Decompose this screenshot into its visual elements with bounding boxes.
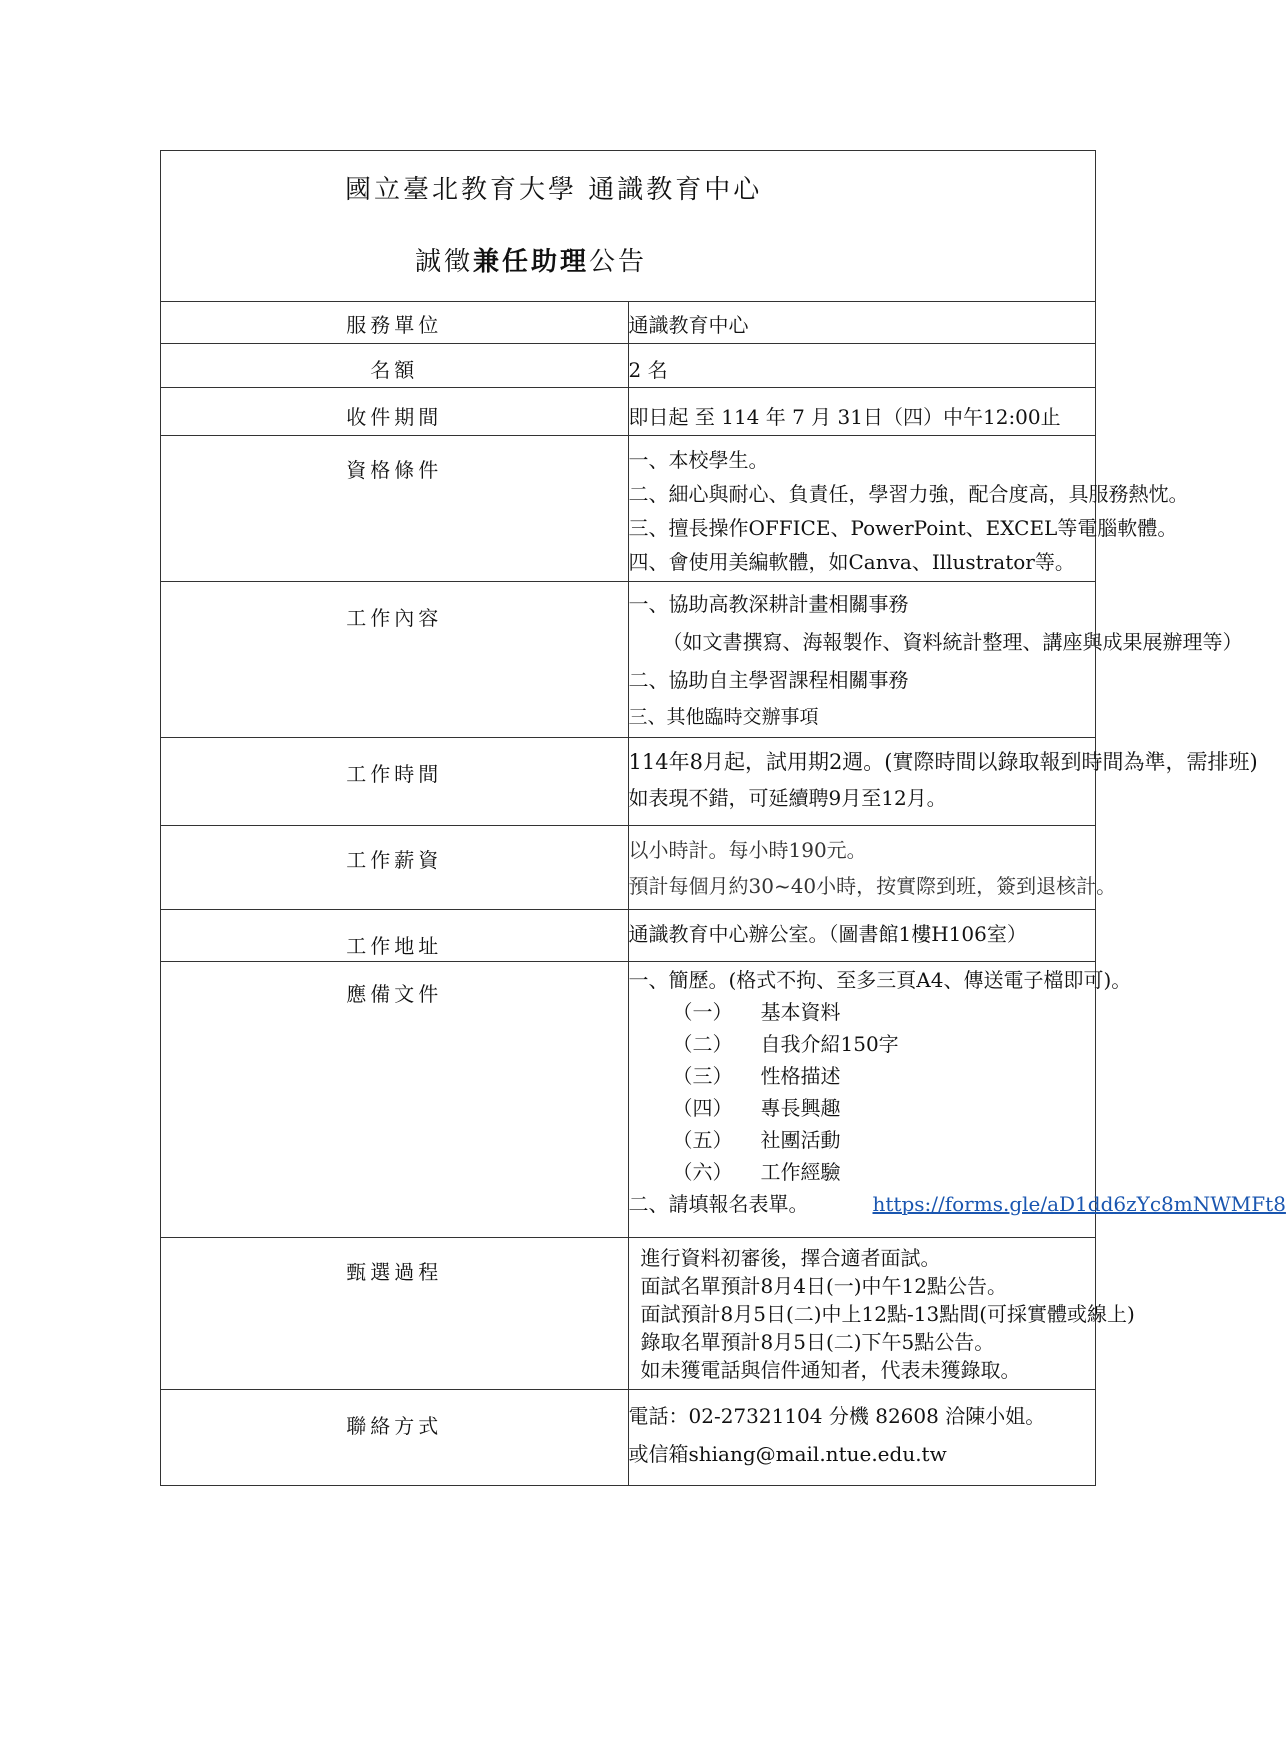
institution-title: 國立臺北教育大學 通識教育中心 (345, 175, 763, 205)
label-documents: 應備文件 (161, 962, 629, 1238)
hours-item: 114年8月起，試用期2週。(實際時間以錄取報到時間為準，需排班) (628, 750, 1258, 774)
label-period: 收件期間 (161, 388, 629, 436)
selection-step: 面試預計8月5日(二)中上12點-13點間(可採實體或線上) (640, 1302, 1135, 1326)
document-subitem: （六） 工作經驗 (672, 1160, 841, 1184)
label-qualifications: 資格條件 (161, 436, 629, 582)
hours-item: 如表現不錯，可延續聘9月至12月。 (628, 786, 947, 810)
documents-intro: 一、簡歷。(格式不拘、至多三頁A4、傳送電子檔即可)。 (628, 968, 1132, 992)
qualification-item: 三、擅長操作OFFICE、PowerPoint、EXCEL等電腦軟體。 (628, 516, 1178, 540)
document-subitem: （二） 自我介紹150字 (672, 1032, 899, 1056)
duty-item: 三、其他臨時交辦事項 (628, 706, 819, 728)
value-period: 即日起 至 114 年 7 月 31日（四）中午12:00止 (628, 388, 1096, 436)
document-subitem: （五） 社團活動 (672, 1128, 841, 1152)
salary-item: 以小時計。每小時190元。 (628, 838, 867, 862)
selection-step: 錄取名單預計8月5日(二)下午5點公告。 (640, 1330, 995, 1354)
contact-email: 或信箱shiang@mail.ntue.edu.tw (628, 1442, 947, 1466)
announcement-title (415, 241, 647, 278)
qualification-item: 二、細心與耐心、負責任，學習力強，配合度高，具服務熱忱。 (628, 482, 1189, 506)
value-salary (628, 826, 1117, 910)
value-quota: 2 名 (628, 344, 1096, 388)
form-label: 二、請填報名表單。 (628, 1192, 809, 1216)
label-salary: 工作薪資 (161, 826, 629, 910)
selection-step: 進行資料初審後，擇合適者面試。 (640, 1246, 941, 1270)
selection-step: 面試名單預計8月4日(一)中午12點公告。 (640, 1274, 1008, 1298)
title-suffix: 公告 (589, 247, 648, 277)
value-selection (628, 1238, 1135, 1390)
form-line (628, 1188, 1286, 1222)
document-subitem: （三） 性格描述 (672, 1064, 841, 1088)
label-contact: 聯絡方式 (161, 1390, 629, 1486)
application-form-link[interactable]: https://forms.gle/aD1dd6zYc8mNWMFt8 (872, 1192, 1286, 1216)
value-unit: 通識教育中心 (628, 302, 1096, 344)
value-contact (628, 1390, 1096, 1486)
label-unit: 服務單位 (161, 302, 629, 344)
value-hours (628, 738, 1258, 826)
value-documents (628, 962, 1286, 1238)
duty-item: 二、協助自主學習課程相關事務 (628, 668, 909, 692)
label-selection: 甄選過程 (161, 1238, 629, 1390)
document-subitem: （一） 基本資料 (672, 1000, 841, 1024)
salary-item: 預計每個月約30~40小時，按實際到班，簽到退核計。 (628, 874, 1117, 898)
qualification-item: 四、會使用美編軟體，如Canva、Illustrator等。 (628, 550, 1075, 574)
title-prefix: 誠徵 (415, 247, 474, 277)
contact-phone: 電話：02-27321104 分機 82608 洽陳小姐。 (628, 1404, 1046, 1428)
selection-step: 如未獲電話與信件通知者，代表未獲錄取。 (640, 1358, 1021, 1382)
value-qualifications (628, 436, 1189, 582)
document-subitem: （四） 專長興趣 (672, 1096, 841, 1120)
header-cell (161, 151, 1096, 302)
label-hours: 工作時間 (161, 738, 629, 826)
value-location: 通識教育中心辦公室。（圖書館1樓H106室） (628, 910, 1096, 962)
duty-detail: （如文書撰寫、海報製作、資料統計整理、講座與成果展辦理等） (662, 630, 1243, 654)
value-duties (628, 582, 1243, 738)
title-position: 兼任助理 (473, 247, 590, 277)
label-duties: 工作內容 (161, 582, 629, 738)
qualification-item: 一、本校學生。 (628, 448, 769, 472)
label-location: 工作地址 (161, 910, 629, 962)
duty-item: 一、協助高教深耕計畫相關事務 (628, 592, 909, 616)
label-quota: 名額 (161, 344, 629, 388)
notice-table (160, 150, 1286, 1486)
